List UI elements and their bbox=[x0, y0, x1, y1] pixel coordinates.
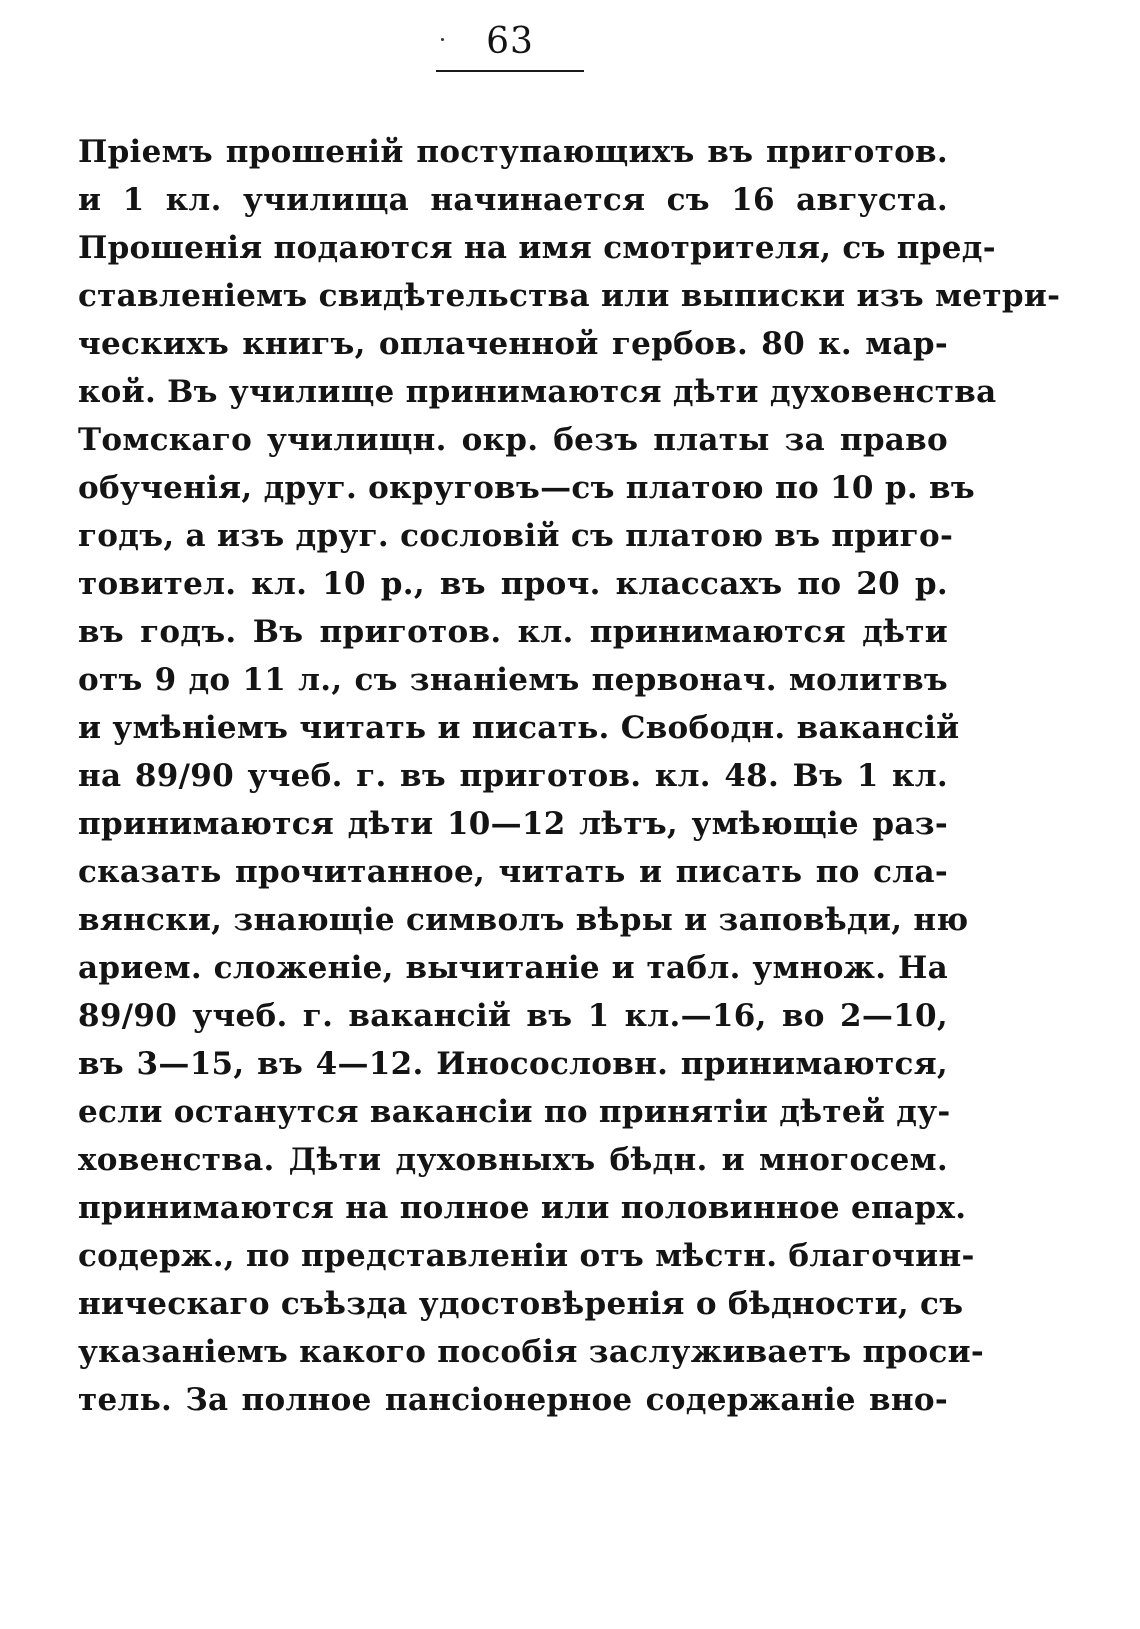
text-line: кой. Въ училище принимаются дѣти духовенства bbox=[78, 374, 997, 410]
page-number: 63 bbox=[486, 21, 534, 62]
text-line: ставленiемъ свидѣтельства или выписки изъ метри- bbox=[78, 278, 1061, 314]
text-line: отъ 9 до 11 л., съ знанiемъ первонач. молитвъ bbox=[78, 662, 948, 698]
text-line: содерж., по представленiи отъ мѣстн. благочин- bbox=[78, 1238, 975, 1274]
header-dot bbox=[441, 38, 444, 41]
text-line: на 89/90 учеб. г. въ приготов. кл. 48. Въ 1 кл. bbox=[78, 758, 948, 794]
text-line: въ 3—15, въ 4—12. Иносословн. принимаются, bbox=[78, 1046, 948, 1082]
text-line: тель. За полное пансiонерное содержанiе вно- bbox=[78, 1382, 948, 1418]
text-line: арием. сложенiе, вычитанiе и табл. умнож. На bbox=[78, 950, 948, 986]
text-line: Прошенiя подаются на имя смотрителя, съ пред- bbox=[78, 230, 996, 266]
text-line: вянски, знающiе символъ вѣры и заповѣди, ню bbox=[78, 902, 969, 938]
text-line: годъ, а изъ друг. сословiй съ платою въ приго- bbox=[78, 518, 954, 554]
text-line: принимаются дѣти 10—12 лѣтъ, умѣющiе раз- bbox=[78, 806, 948, 842]
page-header bbox=[436, 18, 584, 66]
text-line: если останутся вакансiи по принятiи дѣтей ду- bbox=[78, 1094, 951, 1130]
text-line: сказать прочитанное, читать и писать по сла- bbox=[78, 854, 948, 890]
text-line: принимаются на полное или половинное епарх. bbox=[78, 1190, 967, 1226]
text-line: Прieмъ прошенiй поступающихъ въ приготов. bbox=[78, 134, 948, 170]
text-line: ческихъ книгъ, оплаченной гербов. 80 к. мар- bbox=[78, 326, 948, 362]
header-rule bbox=[436, 70, 584, 72]
text-line: ховенства. Дѣти духовныхъ бѣдн. и многосем. bbox=[78, 1142, 948, 1178]
text-line: въ годъ. Въ приготов. кл. принимаются дѣти bbox=[78, 614, 948, 650]
text-line: ническаго съѣзда удостовѣренiя о бѣдности, съ bbox=[78, 1286, 964, 1322]
text-line: и умѣнiемъ читать и писать. Свободн. вакансiй bbox=[78, 710, 960, 746]
text-line: и 1 кл. училища начинается съ 16 августа. bbox=[78, 182, 948, 218]
text-line: Томскаго училищн. окр. безъ платы за право bbox=[78, 422, 948, 458]
text-line: обученiя, друг. округовъ—съ платою по 10 р. въ bbox=[78, 470, 975, 506]
text-line: 89/90 учеб. г. вакансiй въ 1 кл.—16, во 2—10, bbox=[78, 998, 948, 1034]
text-line: указанiемъ какого пособiя заслуживаетъ проси- bbox=[78, 1334, 985, 1370]
body-text bbox=[78, 128, 1061, 1424]
text-line: товител. кл. 10 р., въ проч. классахъ по 20 р. bbox=[78, 566, 948, 602]
